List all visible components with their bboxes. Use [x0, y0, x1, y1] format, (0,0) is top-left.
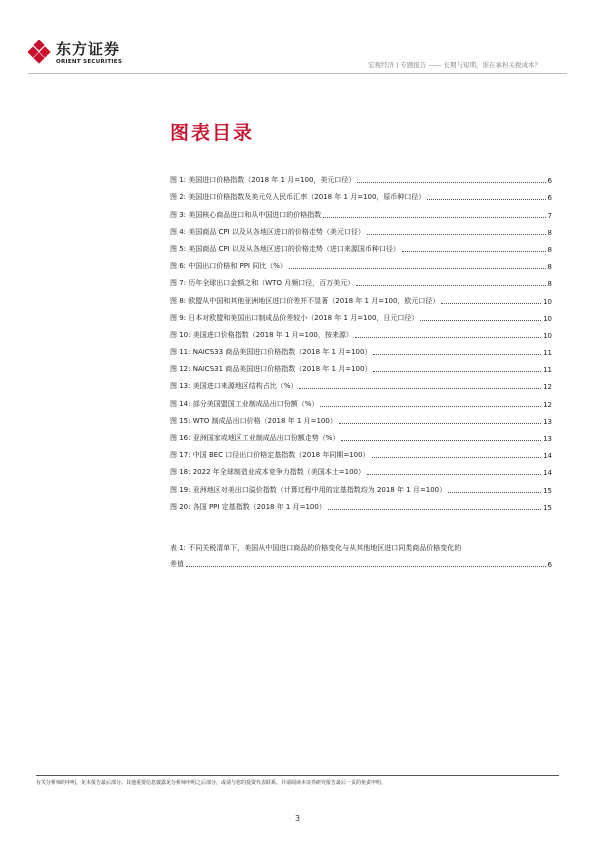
toc-entry[interactable]	[170, 374, 552, 391]
toc-entry[interactable]	[170, 495, 552, 512]
toc-leader	[373, 370, 541, 372]
report-header-meta: 宏观经济 | 专题报告 —— 长期与短期，谁在承担关税成本？	[368, 61, 541, 69]
toc-entry-page: 13	[543, 435, 552, 443]
toc-entry[interactable]	[170, 443, 552, 460]
toc-entry-label: 图 15: WTO 制成品出口价格（2018 年 1 月=100）	[170, 416, 337, 425]
toc-entry-page: 8	[547, 245, 552, 254]
toc-entry-page: 6	[547, 194, 552, 203]
toc-entry[interactable]	[170, 409, 552, 426]
figure-list	[170, 168, 552, 512]
toc-entry-label: 图 20: 各国 PPI 定基指数（2018 年 1 月=100）	[170, 502, 326, 511]
toc-leader	[357, 181, 545, 183]
toc-entry[interactable]	[170, 306, 552, 323]
toc-entry[interactable]	[170, 340, 552, 357]
toc-entry-label: 图 13: 美国进口来源地区结构占比（%）	[170, 382, 298, 391]
toc-entry[interactable]	[170, 220, 552, 237]
toc-entry-page: 13	[543, 417, 552, 426]
toc-entry-label: 图 16: 亚洲国家或地区工业制成品出口份额走势（%）	[170, 434, 340, 442]
toc-entry-label: 图 18: 2022 年全球制造业成本竞争力指数（美国本土=100）	[170, 468, 365, 477]
toc-entry-page: 12	[543, 400, 552, 409]
toc-entry-page: 10	[543, 331, 552, 340]
toc-table-label-line1: 表 1: 不同关税清单下，美国从中国进口商品的价格变化与从其他地区进口同类商品价格变化的	[170, 544, 462, 552]
toc-entry-page: 11	[543, 366, 552, 375]
toc-entry-label: 图 6: 中国出口价格和 PPI 同比（%）	[170, 262, 287, 271]
footer-disclaimer: 有关分析师的申明，见本报告最后部分。其他重要信息披露见分析师申明之后部分，或请与您的投资代表联系。并请阅读本证券研究报告最后一页的免责申明。	[36, 780, 387, 786]
toc-entry[interactable]	[170, 185, 552, 202]
toc-entry-label: 图 10: 美国进口价格指数（2018 年 1 月=100，按来源）	[170, 330, 353, 339]
toc-entry-page: 14	[543, 452, 552, 461]
toc-leader	[355, 336, 541, 338]
toc-entry-page: 8	[547, 280, 552, 289]
toc-entry-page: 15	[543, 486, 552, 495]
toc-entry[interactable]	[170, 202, 552, 219]
toc-entry[interactable]	[170, 237, 552, 254]
toc-entry[interactable]	[170, 271, 552, 288]
toc-entry[interactable]	[170, 460, 552, 477]
toc-entry-label: 图 12: NAICS31 商品美国进口价格指数（2018 年 1 月=100）	[170, 365, 372, 374]
toc-entry-label: 图 19: 亚洲地区对美出口溢价指数（计算过程中用的定基指数均为 2018 年 1 月=100）	[170, 485, 447, 494]
toc-leader	[448, 491, 541, 493]
toc-entry-page: 8	[547, 228, 552, 237]
toc-leader	[373, 353, 541, 355]
toc-entry-label: 图 17: 中国 BEC 口径出口价格定基指数（2018 年同期=100）	[170, 451, 370, 460]
toc-entry-page: 10	[543, 297, 552, 306]
toc-leader	[289, 267, 546, 269]
toc-entry-label: 图 5: 美国商品 CPI 以及从各地区进口的价格走势（进口来源国币种口径）	[170, 244, 400, 253]
toc-entry-label: 图 3: 美国核心商品进口和从中国进口的价格指数	[170, 210, 322, 219]
toc-entry-page: 8	[547, 263, 552, 272]
toc-entry-label: 图 4: 美国商品 CPI 以及从各地区进口的价格走势（美元口径）	[170, 227, 365, 236]
toc-table-entry[interactable]	[170, 543, 552, 569]
toc-entry-page: 11	[543, 349, 552, 358]
toc-entry-page: 15	[543, 503, 552, 512]
toc-leader	[402, 250, 546, 252]
header-divider	[28, 73, 567, 74]
toc-entry[interactable]	[170, 323, 552, 340]
toc-entry-label: 图 7: 历年全球出口金额之和（WTO 月频口径，百万美元）	[170, 279, 355, 288]
logo-text-en: ORIENT SECURITIES	[56, 59, 123, 65]
page-title: 图表目录	[170, 122, 255, 144]
logo-mark-icon	[28, 40, 52, 64]
toc-leader	[356, 284, 545, 286]
toc-entry-page: 12	[543, 383, 552, 392]
toc-entry-page: 10	[543, 314, 552, 323]
toc-entry[interactable]	[170, 477, 552, 494]
table-list	[170, 543, 552, 569]
toc-leader	[328, 508, 541, 510]
toc-entry-label: 图 11: NAICS33 商品美国进口价格指数（2018 年 1 月=100）	[170, 348, 372, 357]
page-number: 3	[294, 814, 301, 823]
toc-entry-label: 图 9: 日本对欧盟和美国出口制成品价差较小（2018 年 1 月=100，日元口径）	[170, 313, 419, 322]
toc-entry[interactable]	[170, 357, 552, 374]
toc-entry-label: 图 1: 美国进口价格指数（2018 年 1 月=100，美元口径）	[170, 176, 356, 185]
toc-entry[interactable]	[170, 168, 552, 185]
toc-entry-label: 图 8: 欧盟从中国和其他亚洲地区进口价差并不显著（2018 年 1 月=100，欧元口径）	[170, 296, 440, 305]
toc-leader	[341, 439, 541, 441]
toc-entry[interactable]	[170, 254, 552, 271]
toc-entry-label: 图 2: 美国进口价格指数及美元兑人民币汇率（2018 年 1 月=100，原币种口径）	[170, 193, 426, 202]
toc-table-page: 6	[547, 561, 552, 569]
toc-entry[interactable]	[170, 391, 552, 408]
toc-entry-label: 图 14: 部分美国盟国工业制成品出口份额（%）	[170, 399, 319, 408]
toc-leader	[320, 405, 541, 407]
toc-leader	[299, 387, 541, 389]
toc-leader	[323, 216, 545, 218]
toc-leader	[367, 473, 541, 475]
toc-leader	[339, 422, 541, 424]
toc-entry-page: 7	[547, 211, 552, 220]
logo-text-cn: 东方证券	[56, 40, 121, 58]
footer-divider	[36, 775, 559, 776]
company-logo	[28, 38, 138, 70]
toc-table-label-line2: 差值	[170, 560, 184, 568]
toc-entry[interactable]	[170, 288, 552, 305]
toc-entry-page: 14	[543, 469, 552, 478]
toc-leader	[372, 456, 542, 458]
toc-entry[interactable]	[170, 426, 552, 443]
toc-leader	[420, 319, 541, 321]
toc-entry-page: 6	[547, 177, 552, 186]
toc-leader	[186, 565, 546, 567]
toc-leader	[427, 198, 545, 200]
toc-leader	[367, 233, 546, 235]
toc-leader	[441, 302, 541, 304]
